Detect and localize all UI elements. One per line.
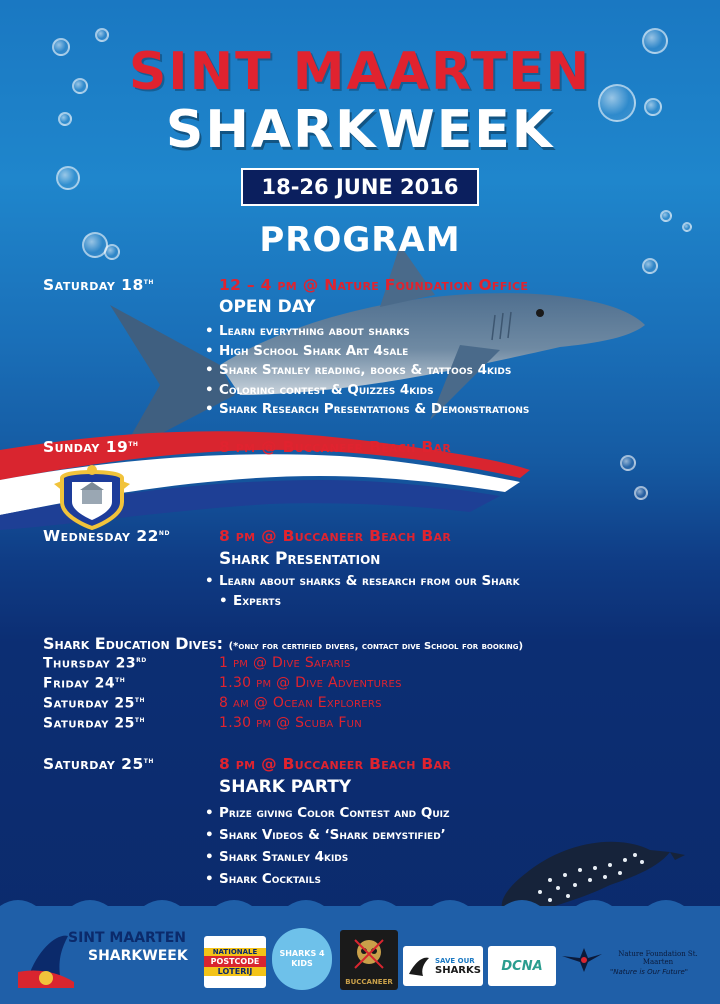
open-day-bullets (205, 322, 529, 420)
nature-foundation-logo (562, 942, 712, 992)
sharkweek-logo-line1: SINT MAARTEN (68, 930, 187, 946)
event-dates-badge: 18-26 JUNE 2016 (241, 168, 479, 206)
list-item: • Learn about sharks & research from our Shark (205, 572, 520, 592)
event-day-saturday-18 (43, 276, 154, 294)
dcna-text: DCNA (501, 958, 543, 974)
event-time-saturday-18: 12 – 4 pm @ Nature Foundation Office (219, 276, 529, 294)
dcna-logo (488, 946, 556, 986)
save-sharks-line1: SAVE OUR (435, 956, 475, 965)
event-title-shark-party: SHARK PARTY (219, 777, 352, 797)
event-time-sunday-19: 8 pm @ Buccaneer Beach Bar (219, 438, 452, 456)
event-title-sharkwater: ‘SharkWater’ Documentary (219, 460, 429, 478)
sponsor-footer (0, 906, 720, 1004)
dive-day-saturday-25-am (43, 695, 145, 712)
save-sharks-line2: SHARKS (435, 964, 481, 976)
lottery-line1: NATIONALE (204, 948, 266, 956)
list-item: • Prize giving Color Contest and Quiz (205, 802, 450, 824)
day-suffix: th (115, 675, 126, 684)
sharks4kids-logo (272, 928, 332, 990)
list-item: • Coloring contest & Quizzes 4kids (205, 381, 529, 401)
day-label: Saturday 25 (43, 715, 135, 732)
list-item: • Learn everything about sharks (205, 322, 529, 342)
day-label: Thursday 23 (43, 655, 137, 672)
day-suffix: th (128, 438, 139, 448)
sharks4kids-text: SHARKS 4 KIDS (279, 949, 325, 968)
event-time-wednesday-22: 8 pm @ Buccaneer Beach Bar (219, 527, 452, 545)
dives-heading-label: Shark Education Dives: (43, 634, 223, 653)
day-label: Wednesday 22 (43, 527, 159, 545)
save-our-sharks-logo (403, 946, 483, 986)
dive-time-ocean-explorers: 8 am @ Ocean Explorers (219, 695, 382, 711)
event-title-open-day: OPEN DAY (219, 297, 316, 317)
nature-foundation-name: Nature Foundation St. Maarten (618, 950, 698, 966)
nature-foundation-tagline: "Nature is Our Future" (610, 968, 688, 976)
list-item-continuation: • Experts (205, 592, 520, 612)
list-item: • Shark Stanley 4kids (205, 846, 450, 868)
list-item: • High School Shark Art 4sale (205, 342, 529, 362)
presentation-bullets (205, 572, 520, 611)
event-title-shark-presentation: Shark Presentation (219, 549, 381, 569)
day-label: Saturday 25 (43, 695, 135, 712)
day-label: Saturday 25 (43, 755, 144, 773)
dives-note: (*only for certified divers, contact dive School for booking) (228, 641, 524, 652)
list-item: • Shark Stanley reading, books & tattoos 4kids (205, 361, 529, 381)
dive-time-dive-safaris: 1 pm @ Dive Safaris (219, 655, 351, 671)
frigatebird-icon (562, 944, 602, 974)
day-suffix: th (134, 715, 145, 724)
buccaneer-text: BUCCANEER (345, 978, 393, 986)
day-label: Saturday 18 (43, 276, 144, 294)
shark-fin-icon (407, 954, 431, 978)
dive-day-friday-24 (43, 675, 125, 692)
day-label: Friday 24 (43, 675, 116, 692)
bubble-decoration (95, 28, 109, 42)
skull-icon (349, 934, 389, 974)
list-item: • Shark Videos & ‘Shark demystified’ (205, 824, 450, 846)
day-suffix: rd (136, 655, 147, 664)
event-day-wednesday-22 (43, 527, 170, 545)
event-day-sunday-19 (43, 438, 138, 456)
event-day-saturday-25-party (43, 755, 154, 773)
lottery-line3: LOTERIJ (204, 967, 266, 976)
buccaneer-logo (340, 930, 398, 990)
list-item: • Shark Cocktails (205, 868, 450, 890)
dive-day-thursday-23 (43, 655, 147, 672)
party-bullets (205, 802, 450, 890)
title-line-2: SHARKWEEK (165, 100, 555, 160)
bubble-decoration (56, 166, 80, 190)
day-suffix: th (143, 276, 154, 286)
coat-of-arms-icon (52, 462, 132, 530)
shark-logo-icon (18, 928, 74, 988)
title-line-1: SINT MAARTEN (128, 42, 592, 102)
sharkweek-logo-line2: SHARKWEEK (88, 948, 188, 964)
sharkweek-logo (18, 924, 198, 990)
dive-day-saturday-25-pm (43, 715, 145, 732)
day-suffix: nd (158, 527, 170, 537)
event-time-shark-party: 8 pm @ Buccaneer Beach Bar (219, 755, 452, 773)
day-label: Sunday 19 (43, 438, 129, 456)
dive-time-scuba-fun: 1.30 pm @ Scuba Fun (219, 715, 363, 731)
lottery-line2: POSTCODE (204, 956, 266, 967)
postcode-loterij-logo (204, 936, 266, 988)
program-heading: PROGRAM (259, 220, 461, 260)
dives-heading (43, 634, 523, 653)
day-suffix: th (143, 755, 154, 765)
list-item: • Shark Research Presentations & Demonstrations (205, 400, 529, 420)
dive-time-dive-adventures: 1.30 pm @ Dive Adventures (219, 675, 402, 691)
day-suffix: th (134, 695, 145, 704)
